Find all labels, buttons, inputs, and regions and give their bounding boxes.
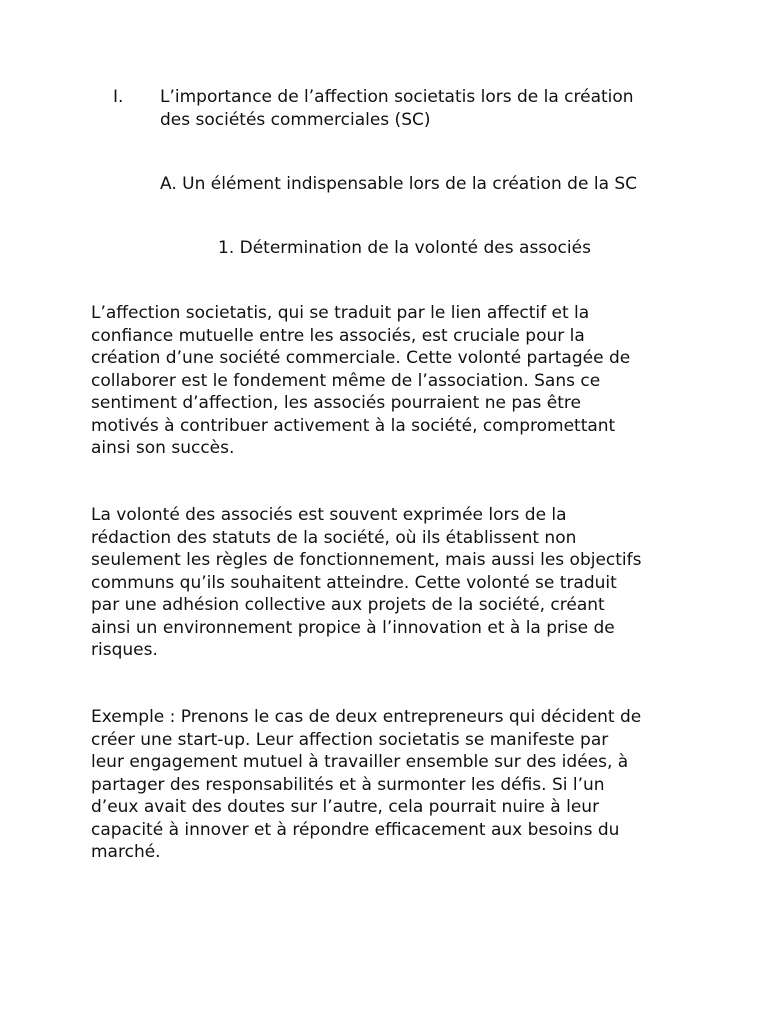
section-number: I. bbox=[113, 87, 124, 107]
paragraph-line: risques. bbox=[91, 640, 158, 660]
example-paragraph bbox=[91, 706, 691, 864]
paragraph-line: ainsi un environnement propice à l’innovation et à la prise de bbox=[91, 617, 615, 638]
paragraph-line: seulement les règles de fonctionnement, mais aussi les objectifs bbox=[91, 550, 642, 570]
paragraph-line: L’affection societatis, qui se traduit par le lien affectif et la bbox=[91, 303, 590, 323]
paragraph-line: Exemple : Prenons le cas de deux entrepreneurs qui décident de bbox=[91, 707, 642, 727]
paragraph-line: d’eux avait des doutes sur l’autre, cela pourrait nuire à leur bbox=[91, 797, 600, 817]
sub-subsection-heading: 1. Détermination de la volonté des associés bbox=[218, 238, 591, 258]
section-title-line: L’importance de l’affection societatis lors de la création bbox=[160, 87, 634, 107]
paragraph-line: création d’une société commerciale. Cette volonté partagée de bbox=[91, 348, 631, 368]
subsection-heading: A. Un élément indispensable lors de la création de la SC bbox=[160, 174, 638, 194]
paragraph-line: motivés à contribuer activement à la société, compromettant bbox=[91, 415, 616, 436]
paragraph-line: partager des responsabilités et à surmonter les défis. Si l’un bbox=[91, 774, 605, 795]
paragraph-line: sentiment d’affection, les associés pourraient ne pas être bbox=[91, 393, 582, 413]
paragraph-line: marché. bbox=[91, 842, 161, 862]
section-title bbox=[160, 86, 700, 131]
paragraph-line: collaborer est le fondement même de l’association. Sans ce bbox=[91, 370, 601, 391]
paragraph-line: par une adhésion collective aux projets de la société, créant bbox=[91, 595, 605, 615]
paragraph-line: confiance mutuelle entre les associés, est cruciale pour la bbox=[91, 325, 585, 346]
section-title-line: des sociétés commerciales (SC) bbox=[160, 109, 431, 130]
paragraph-line: créer une start-up. Leur affection societatis se manifeste par bbox=[91, 729, 609, 750]
paragraph-line: La volonté des associés est souvent exprimée lors de la bbox=[91, 505, 567, 525]
paragraph-line: ainsi son succès. bbox=[91, 438, 235, 458]
paragraph-line: communs qu’ils souhaitent atteindre. Cette volonté se traduit bbox=[91, 572, 617, 593]
body-paragraph bbox=[91, 504, 691, 662]
body-paragraph bbox=[91, 302, 691, 460]
paragraph-line: leur engagement mutuel à travailler ensemble sur des idées, à bbox=[91, 752, 629, 772]
paragraph-line: capacité à innover et à répondre efficacement aux besoins du bbox=[91, 819, 620, 840]
paragraph-line: rédaction des statuts de la société, où ils établissent non bbox=[91, 527, 577, 548]
